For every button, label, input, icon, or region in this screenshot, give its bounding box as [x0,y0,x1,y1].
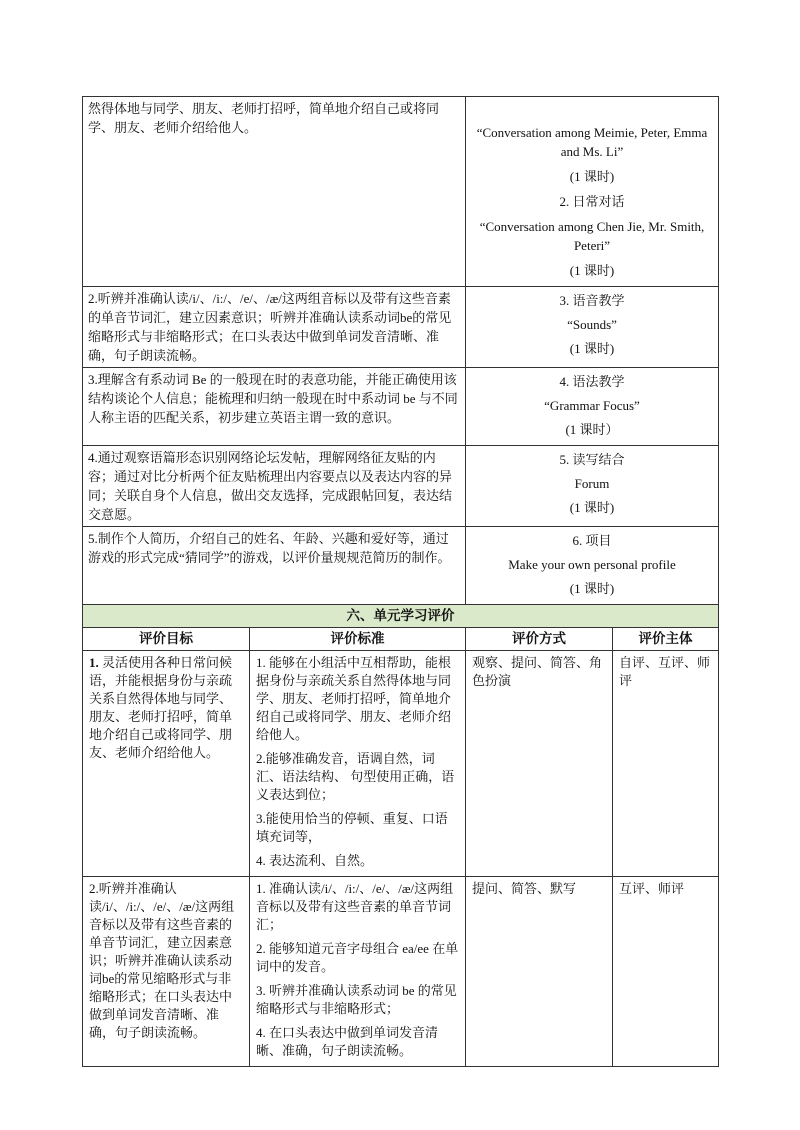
column-header-goal: 评价目标 [83,628,250,651]
table-row [83,651,719,877]
criteria-item: 3. 听辨并准确认读系动词 be 的常见缩略形式与非缩略形式； [256,983,457,1016]
objective-cell: 2.听辨并准确认读/i/、/i:/、/e/、/æ/这两组音标以及带有这些音素的单音节词汇，建立因素意识；听辨并准确认读系动词be的常见缩略形式与非缩略形式；在口头表达中做到单词发音清晰、准确，句子朗读流畅。 [83,287,466,368]
column-header-subject: 评价主体 [613,628,719,651]
lesson-line: (1 课时） [565,422,619,437]
criteria-item: 1. 能够在小组活中互相帮助，能根据身份与亲疏关系自然得体地与同学、朋友、老师打招呼，简单地介绍自己或将同学、朋友、老师介绍给他人。 [256,655,452,742]
subject-cell: 互评、师评 [613,877,719,1067]
table-row [83,877,719,1067]
lesson-line: (1 课时) [569,581,615,596]
criteria-item: 4. 在口头表达中做到单词发音清晰、准确，句子朗读流畅。 [256,1025,439,1058]
table-row [83,287,719,368]
lesson-cell [466,368,719,446]
lesson-objectives-table [82,96,719,605]
lesson-cell [466,527,719,605]
lesson-line: 2. 日常对话 [559,194,625,209]
objective-cell: 3.理解含有系动词 Be 的一般现在时的表意功能，并能正确使用该结构谈论个人信息；能梳理和归纳一般现在时中系动词 be 与不同人称主语的匹配关系，初步建立英语主谓一致的意识。 [83,368,466,446]
goal-number: 1. [89,655,99,670]
column-header-method: 评价方式 [466,628,613,651]
lesson-cell [466,287,719,368]
lesson-line: Forum [574,476,610,491]
method-cell: 提问、简答、默写 [466,877,613,1067]
objective-cell: 4.通过观察语篇形态识别网络论坛发帖，理解网络征友贴的内容；通过对比分析两个征友贴梳理出内容要点以及表达内容的异同；关联自身个人信息，做出交友选择，完成跟帖回复，表达结交意愿。 [83,446,466,527]
objective-cell: 然得体地与同学、朋友、老师打招呼，简单地介绍自己或将同学、朋友、老师介绍给他人。 [83,97,466,287]
subject-cell: 自评、互评、师评 [613,651,719,877]
criteria-item: 3.能使用恰当的停顿、重复、口语填充词等， [256,811,448,844]
evaluation-table [82,604,719,1067]
lesson-line: 4. 语法教学 [559,374,625,389]
goal-text: 灵活使用各种日常问候语，并能根据身份与亲疏关系自然得体地与同学、朋友、老师打招呼，简单地介绍自己或将同学、朋友、老师介绍给他人。 [89,655,233,760]
header-row [83,628,719,651]
lesson-line: 5. 读写结合 [559,452,625,467]
column-header-criteria: 评价标准 [250,628,466,651]
goal-cell [83,877,250,1067]
goal-cell [83,651,250,877]
document-page [82,96,718,1067]
lesson-line: (1 课时) [569,263,615,278]
objective-cell: 5.制作个人简历，介绍自己的姓名、年龄、兴趣和爱好等，通过游戏的形式完成“猜同学”的游戏，以评价量规规范简历的制作。 [83,527,466,605]
lesson-line: 6. 项目 [572,533,612,548]
lesson-line: “Sounds” [567,317,617,332]
table-row [83,527,719,605]
criteria-cell [250,651,466,877]
criteria-item: 4. 表达流利、自然。 [256,853,374,868]
method-cell: 观察、提问、简答、角色扮演 [466,651,613,877]
criteria-cell [250,877,466,1067]
criteria-item: 1. 准确认读/i/、/i:/、/e/、/æ/这两组音标以及带有这些音素的单音节词汇； [256,881,454,932]
criteria-item: 2. 能够知道元音字母组合 ea/ee 在单词中的发音。 [256,941,459,974]
lesson-line: Make your own personal profile [508,557,676,572]
lesson-line: “Conversation among Meimie, Peter, Emma and Ms. Li” [476,125,708,159]
lesson-line: 3. 语音教学 [559,293,625,308]
table-row [83,368,719,446]
lesson-line: “Conversation among Chen Jie, Mr. Smith, Peteri” [479,219,705,253]
lesson-line: “Grammar Focus” [544,398,640,413]
table-row [83,97,719,287]
goal-text: 2.听辨并准确认读/i/、/i:/、/e/、/æ/这两组音标以及带有这些音素的单音节词汇，建立因素意识；听辨并准确认读系动词be的常见缩略形式与非缩略形式；在口头表达中做到单词发音清晰、准确，句子朗读流畅。 [89,881,235,1040]
criteria-item: 2.能够准确发音，语调自然，词汇、语法结构、 句型使用正确，语义表达到位； [256,751,455,802]
lesson-line: (1 课时) [569,341,615,356]
lesson-line: (1 课时) [569,169,615,184]
table-row [83,446,719,527]
section-title: 六、单元学习评价 [83,605,719,628]
lesson-line: (1 课时) [569,500,615,515]
lesson-cell [466,97,719,287]
lesson-cell [466,446,719,527]
